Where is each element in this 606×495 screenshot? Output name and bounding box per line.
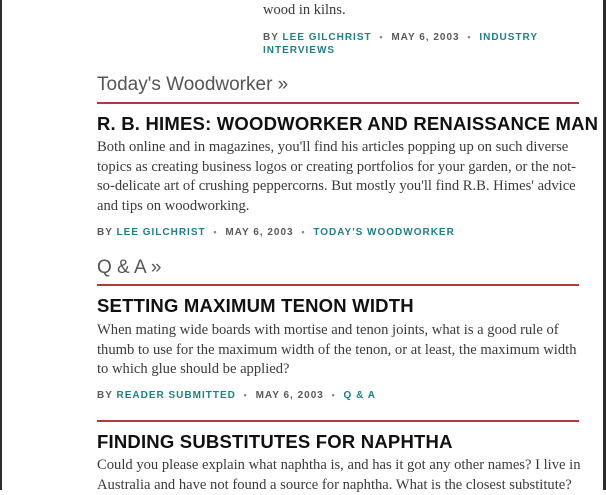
meta-separator: • bbox=[243, 390, 248, 400]
meta-by-label: BY bbox=[97, 390, 113, 401]
meta-by-label: BY bbox=[263, 32, 279, 43]
article-excerpt: Could you please explain what naphtha is, and has it got any other names? I live in Australia and have not found a source for naphtha. What is the closest substitute? bbox=[97, 457, 581, 493]
category-link[interactable]: INDUSTRY bbox=[479, 32, 539, 43]
previous-article-meta bbox=[263, 31, 538, 44]
category-link[interactable]: Q & A bbox=[343, 390, 376, 401]
author-link[interactable]: LEE GILCHRIST bbox=[116, 227, 206, 238]
article-excerpt: Both online and in magazines, you'll find his articles popping up on such diverse topics as creating business logos or creating portfolios for your garden, or the not-so-delicate art of crushing peppercorns. But mostly you'll find R.B. Himes' advice and tips on woodworking. bbox=[97, 139, 577, 214]
article-title[interactable]: SETTING MAXIMUM TENON WIDTH bbox=[97, 295, 414, 316]
previous-article-excerpt-end: wood in kilns. bbox=[263, 2, 346, 18]
author-link[interactable]: READER SUBMITTED bbox=[116, 390, 236, 401]
article-divider bbox=[97, 420, 579, 422]
meta-separator: • bbox=[213, 227, 218, 237]
meta-separator: • bbox=[467, 32, 472, 42]
section-heading-q-and-a[interactable]: Q & A » bbox=[97, 257, 162, 278]
category-link[interactable]: TODAY'S WOODWORKER bbox=[313, 227, 455, 238]
meta-date: MAY 6, 2003 bbox=[391, 32, 460, 43]
article-title[interactable]: FINDING SUBSTITUTES FOR NAPHTHA bbox=[97, 431, 453, 452]
section-heading-todays-woodworker[interactable]: Today's Woodworker » bbox=[97, 74, 289, 95]
author-link[interactable]: LEE GILCHRIST bbox=[282, 32, 372, 43]
article-meta bbox=[97, 389, 376, 402]
meta-by-label: BY bbox=[97, 227, 113, 238]
article-title[interactable]: R. B. HIMES: WOODWORKER AND RENAISSANCE MAN bbox=[97, 113, 599, 134]
previous-article-meta-cont bbox=[263, 44, 335, 57]
left-border bbox=[0, 0, 2, 490]
article-meta bbox=[97, 226, 455, 239]
meta-date: MAY 6, 2003 bbox=[225, 227, 294, 238]
meta-date: MAY 6, 2003 bbox=[255, 390, 324, 401]
meta-separator: • bbox=[331, 390, 336, 400]
section-divider bbox=[97, 284, 579, 286]
meta-separator: • bbox=[301, 227, 306, 237]
article-excerpt: When mating wide boards with mortise and tenon joints, what is a good rule of thumb to use for the maximum width of the tenon, or at least, the maximum width to which glue should be applied? bbox=[97, 322, 577, 377]
category-link-cont[interactable]: INTERVIEWS bbox=[263, 45, 336, 56]
section-divider bbox=[97, 102, 579, 104]
meta-separator: • bbox=[379, 32, 384, 42]
